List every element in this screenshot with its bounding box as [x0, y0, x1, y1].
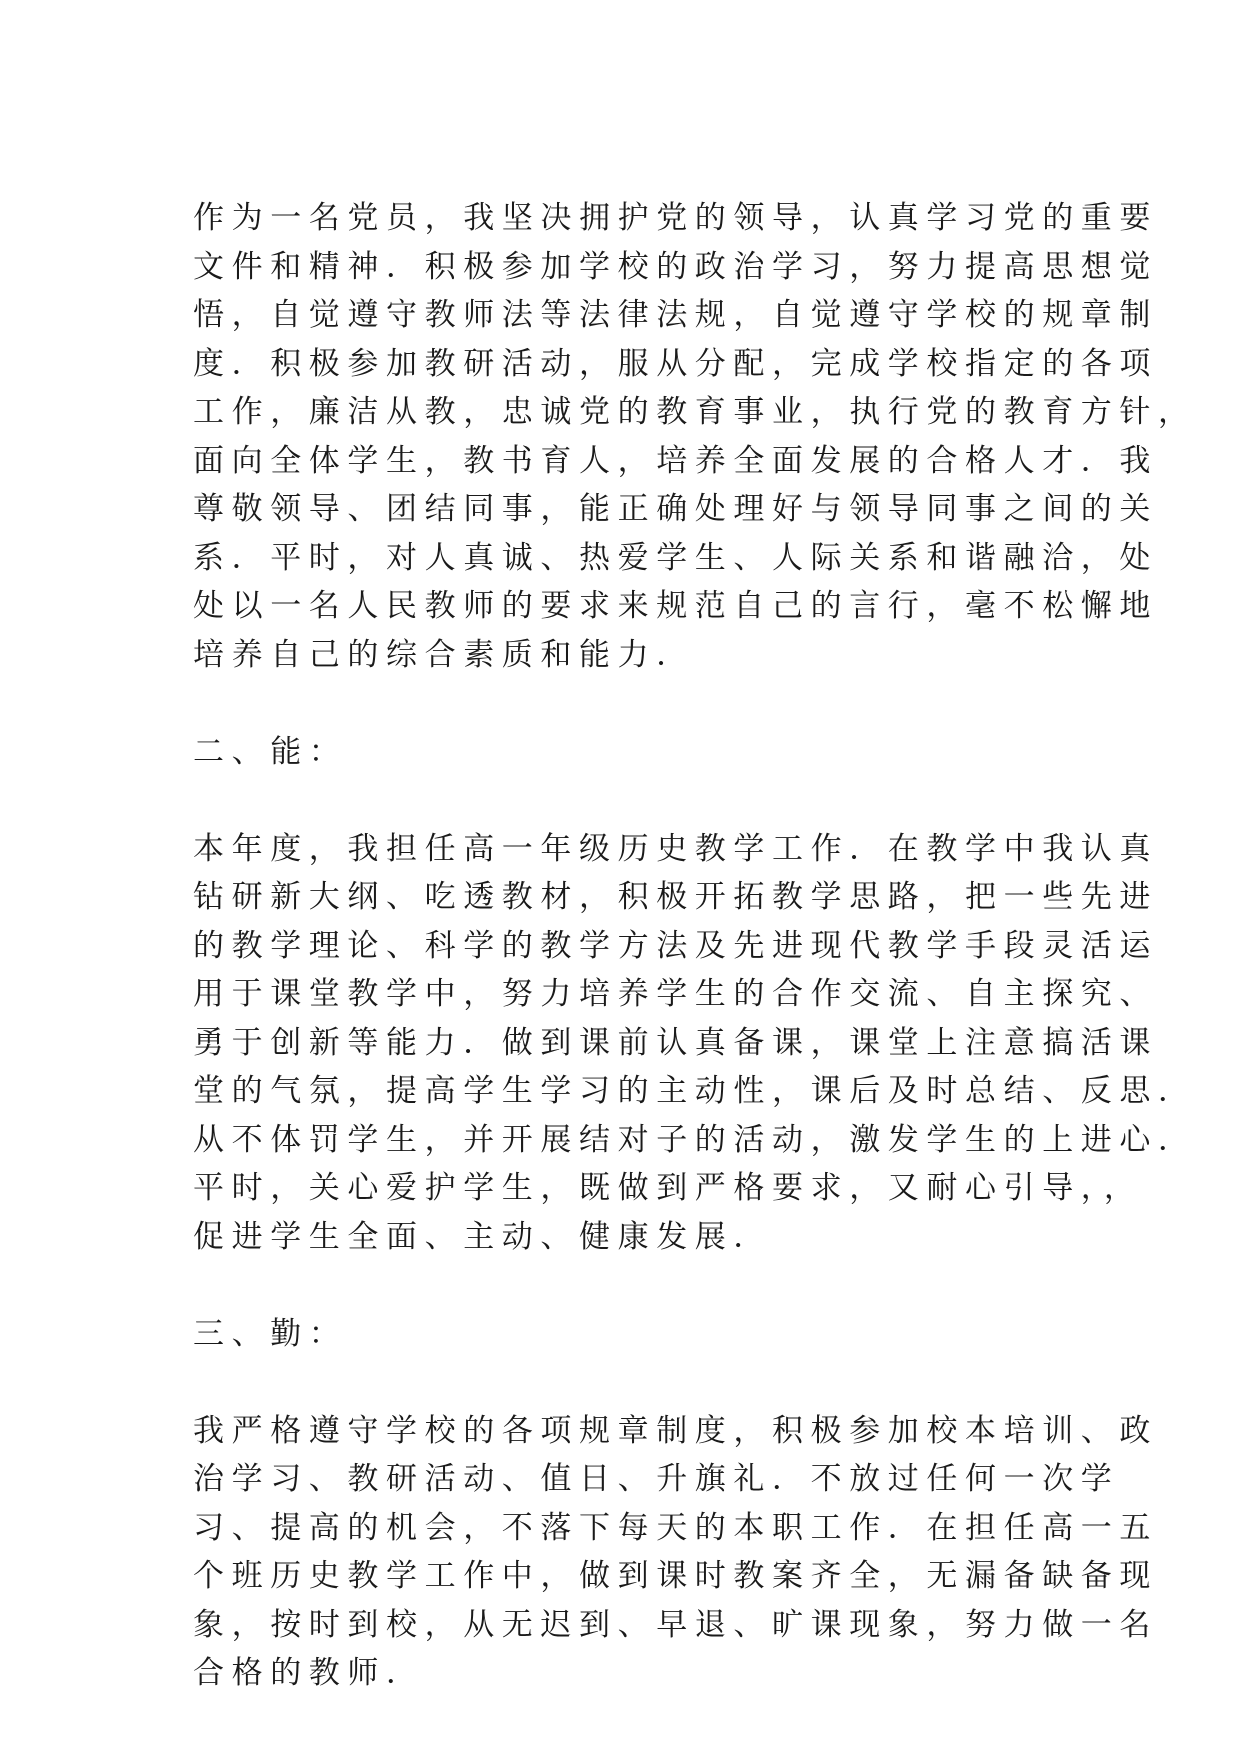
paragraph-ability [193, 825, 1197, 1262]
text-line: 钻研新大纲、吃透教材，积极开拓教学思路，把一些先进 [193, 879, 1158, 915]
section-heading-ability: 二、能： [193, 733, 348, 770]
text-line: 治学习、教研活动、值日、升旗礼．不放过任何一次学 [193, 1461, 1120, 1497]
text-line: 本年度，我担任高一年级历史教学工作．在教学中我认真 [193, 830, 1158, 867]
text-line: 工作，廉洁从教，忠诚党的教育事业，执行党的教育方针， [193, 394, 1197, 430]
text-line: 习、提高的机会，不落下每天的本职工作．在担任高一五 [193, 1509, 1158, 1546]
text-line: 勇于创新等能力．做到课前认真备课，课堂上注意搞活课 [193, 1024, 1158, 1061]
text-line: 文件和精神．积极参加学校的政治学习，努力提高思想觉 [193, 248, 1158, 285]
text-line: 从不体罚学生，并开展结对子的活动，激发学生的上进心． [193, 1121, 1197, 1158]
paragraph-diligence [193, 1407, 1158, 1698]
text-line: 度．积极参加教研活动，服从分配，完成学校指定的各项 [193, 345, 1158, 382]
text-line: 面向全体学生，教书育人，培养全面发展的合格人才．我 [193, 442, 1158, 479]
text-line: 培养自己的综合素质和能力． [193, 636, 695, 673]
text-line: 堂的气氛，提高学生学习的主动性，课后及时总结、反思． [193, 1073, 1197, 1109]
text-line: 系．平时，对人真诚、热爱学生、人际关系和谐融洽，处 [193, 539, 1158, 576]
text-line: 促进学生全面、主动、健康发展． [193, 1218, 772, 1255]
text-line: 尊敬领导、团结同事，能正确处理好与领导同事之间的关 [193, 491, 1158, 527]
section-heading-diligence: 三、勤： [193, 1315, 348, 1352]
text-line: 的教学理论、科学的教学方法及先进现代教学手段灵活运 [193, 927, 1158, 964]
text-line: 作为一名党员，我坚决拥护党的领导，认真学习党的重要 [193, 200, 1158, 236]
paragraph-gap [193, 679, 1053, 728]
text-line: 象，按时到校，从无迟到、早退、旷课现象，努力做一名 [193, 1606, 1158, 1643]
text-line: 悟，自觉遵守教师法等法律法规，自觉遵守学校的规章制 [193, 297, 1158, 333]
document-page [193, 194, 1197, 1698]
text-line: 用于课堂教学中，努力培养学生的合作交流、自主探究、 [193, 976, 1158, 1012]
text-line: 合格的教师． [193, 1655, 425, 1691]
paragraph-gap [193, 776, 1053, 825]
text-line: 我严格遵守学校的各项规章制度，积极参加校本培训、政 [193, 1412, 1158, 1449]
text-line: 个班历史教学工作中，做到课时教案齐全，无漏备缺备现 [193, 1558, 1158, 1594]
paragraph-party-member [193, 194, 1197, 679]
text-line: 平时，关心爱护学生，既做到严格要求，又耐心引导，， [193, 1170, 1143, 1206]
paragraph-gap [193, 1261, 1053, 1310]
text-line: 处以一名人民教师的要求来规范自己的言行，毫不松懈地 [193, 588, 1158, 624]
paragraph-gap [193, 1358, 1053, 1407]
